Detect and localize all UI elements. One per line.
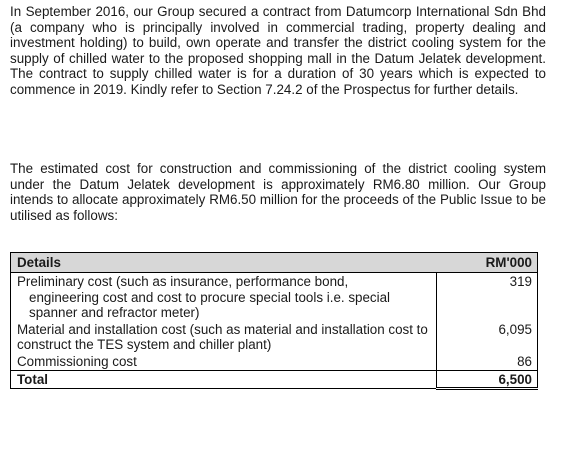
table-row — [11, 353, 538, 370]
amount-header: RM'000 — [436, 253, 538, 273]
total-row — [11, 370, 538, 389]
row-description-line: Commissioning cost — [17, 353, 137, 369]
row-description-line: Material and installation cost (such as material and installation cost to construct the TES system and chiller plant) — [17, 321, 428, 353]
row-description-continuation: engineering cost and cost to procure special tools i.e. special spanner and refractor meter) — [29, 289, 391, 321]
total-label: Total — [11, 370, 437, 389]
row-description — [11, 321, 437, 353]
row-amount: 319 — [436, 273, 538, 321]
cost-table — [10, 252, 538, 390]
details-header: Details — [11, 253, 437, 273]
table-row — [11, 321, 538, 353]
row-amount: 6,095 — [436, 321, 538, 353]
intro-paragraph: In September 2016, our Group secured a contract from Datumcorp International Sdn Bhd (a company who is principally involved in commercial trading, property dealing and investment holding) to build, own operate and transfer the district cooling system for the supply of chilled water to the proposed shopping mall in the Datum Jelatek development. The contract to supply chilled water is for a duration of 30 years which is expected to commence in 2019. Kindly refer to Section 7.24.2 of the Prospectus for further details. — [10, 4, 546, 97]
row-description — [11, 273, 437, 321]
cost-paragraph: The estimated cost for construction and commissioning of the district cooling system under the Datum Jelatek development is approximately RM6.80 million. Our Group intends to allocate approximately RM6.50 million for the proceeds of the Public Issue to be utilised as follows: — [10, 161, 546, 223]
row-description — [11, 353, 437, 370]
table-row — [11, 273, 538, 321]
table-header-row — [11, 253, 538, 273]
total-amount: 6,500 — [436, 370, 538, 389]
row-description-line: Preliminary cost (such as insurance, performance bond, — [17, 274, 349, 289]
row-amount: 86 — [436, 353, 538, 370]
